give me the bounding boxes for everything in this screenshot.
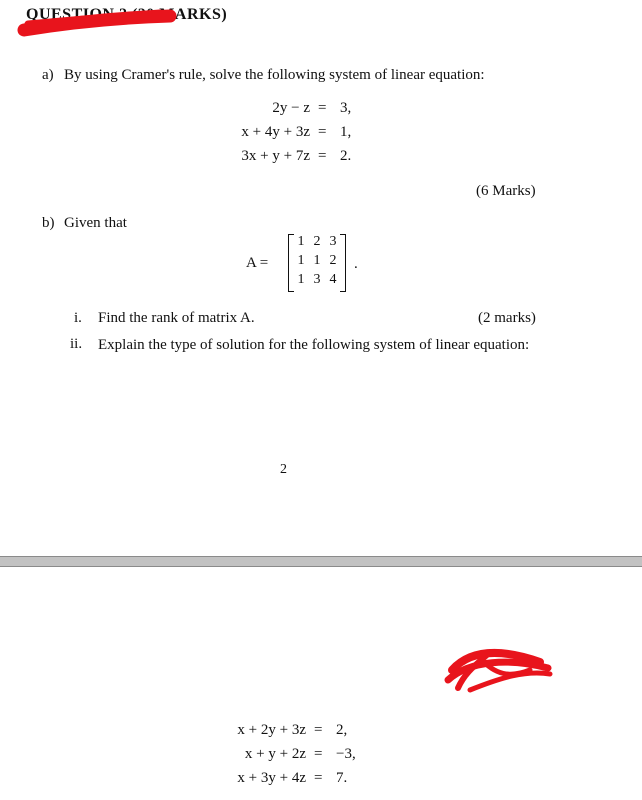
matrix-cell: 1 bbox=[297, 234, 305, 249]
matrix-cell: 2 bbox=[329, 253, 337, 268]
part-b-label: b) bbox=[42, 215, 55, 231]
redaction-scribble-heading bbox=[10, 0, 200, 40]
item-ii-label: ii. bbox=[70, 336, 83, 352]
question-heading: QUESTION 2 (20 MARKS) bbox=[26, 6, 228, 23]
equation-rhs: 2. bbox=[340, 148, 352, 164]
equation-lhs: 3x + y + 7z bbox=[241, 148, 310, 164]
equation-row bbox=[230, 124, 430, 146]
item-i-marks: (2 marks) bbox=[478, 310, 536, 326]
equation-row bbox=[226, 746, 426, 768]
part-a-marks: (6 Marks) bbox=[476, 183, 536, 199]
equation-relation: = bbox=[318, 100, 327, 116]
matrix-cell: 2 bbox=[313, 234, 321, 249]
system-a bbox=[230, 100, 430, 170]
item-i-text: Find the rank of matrix A. bbox=[98, 310, 255, 326]
equation-lhs: x + y + 2z bbox=[244, 746, 306, 762]
matrix-name: A = bbox=[246, 255, 269, 271]
matrix-cell: 3 bbox=[313, 272, 321, 287]
matrix-cell: 1 bbox=[297, 272, 305, 287]
equation-relation: = bbox=[314, 770, 323, 786]
equation-row bbox=[226, 722, 426, 744]
matrix-cell: 1 bbox=[313, 253, 321, 268]
part-a-label: a) bbox=[42, 67, 54, 83]
equation-relation: = bbox=[314, 746, 323, 762]
matrix-cell: 4 bbox=[329, 272, 337, 287]
system-b bbox=[226, 722, 426, 794]
equation-lhs: x + 4y + 3z bbox=[241, 124, 310, 140]
equation-lhs: x + 3y + 4z bbox=[237, 770, 306, 786]
part-b-text: Given that bbox=[64, 215, 127, 231]
equation-relation: = bbox=[318, 124, 327, 140]
matrix-cell: 3 bbox=[329, 234, 337, 249]
part-a-text: By using Cramer's rule, solve the following system of linear equation: bbox=[64, 67, 485, 83]
page-divider bbox=[0, 556, 642, 567]
equation-rhs: −3, bbox=[336, 746, 356, 762]
item-i-label: i. bbox=[74, 310, 82, 326]
equation-rhs: 3, bbox=[340, 100, 352, 116]
equation-row bbox=[226, 770, 426, 792]
equation-row bbox=[230, 100, 430, 122]
equation-rhs: 2, bbox=[336, 722, 348, 738]
matrix-end-period: . bbox=[354, 256, 358, 272]
equation-rhs: 1, bbox=[340, 124, 352, 140]
equation-relation: = bbox=[314, 722, 323, 738]
equation-relation: = bbox=[318, 148, 327, 164]
matrix-cell: 1 bbox=[297, 253, 305, 268]
matrix-right-bracket bbox=[340, 234, 346, 292]
redaction-scribble-signature bbox=[440, 640, 560, 700]
equation-rhs: 7. bbox=[336, 770, 348, 786]
matrix-a bbox=[288, 234, 346, 292]
equation-lhs: x + 2y + 3z bbox=[237, 722, 306, 738]
item-ii-text: Explain the type of solution for the following system of linear equation: bbox=[98, 337, 530, 353]
equation-row bbox=[230, 148, 430, 170]
equation-lhs: 2y − z bbox=[272, 100, 310, 116]
page-number: 2 bbox=[280, 462, 287, 477]
